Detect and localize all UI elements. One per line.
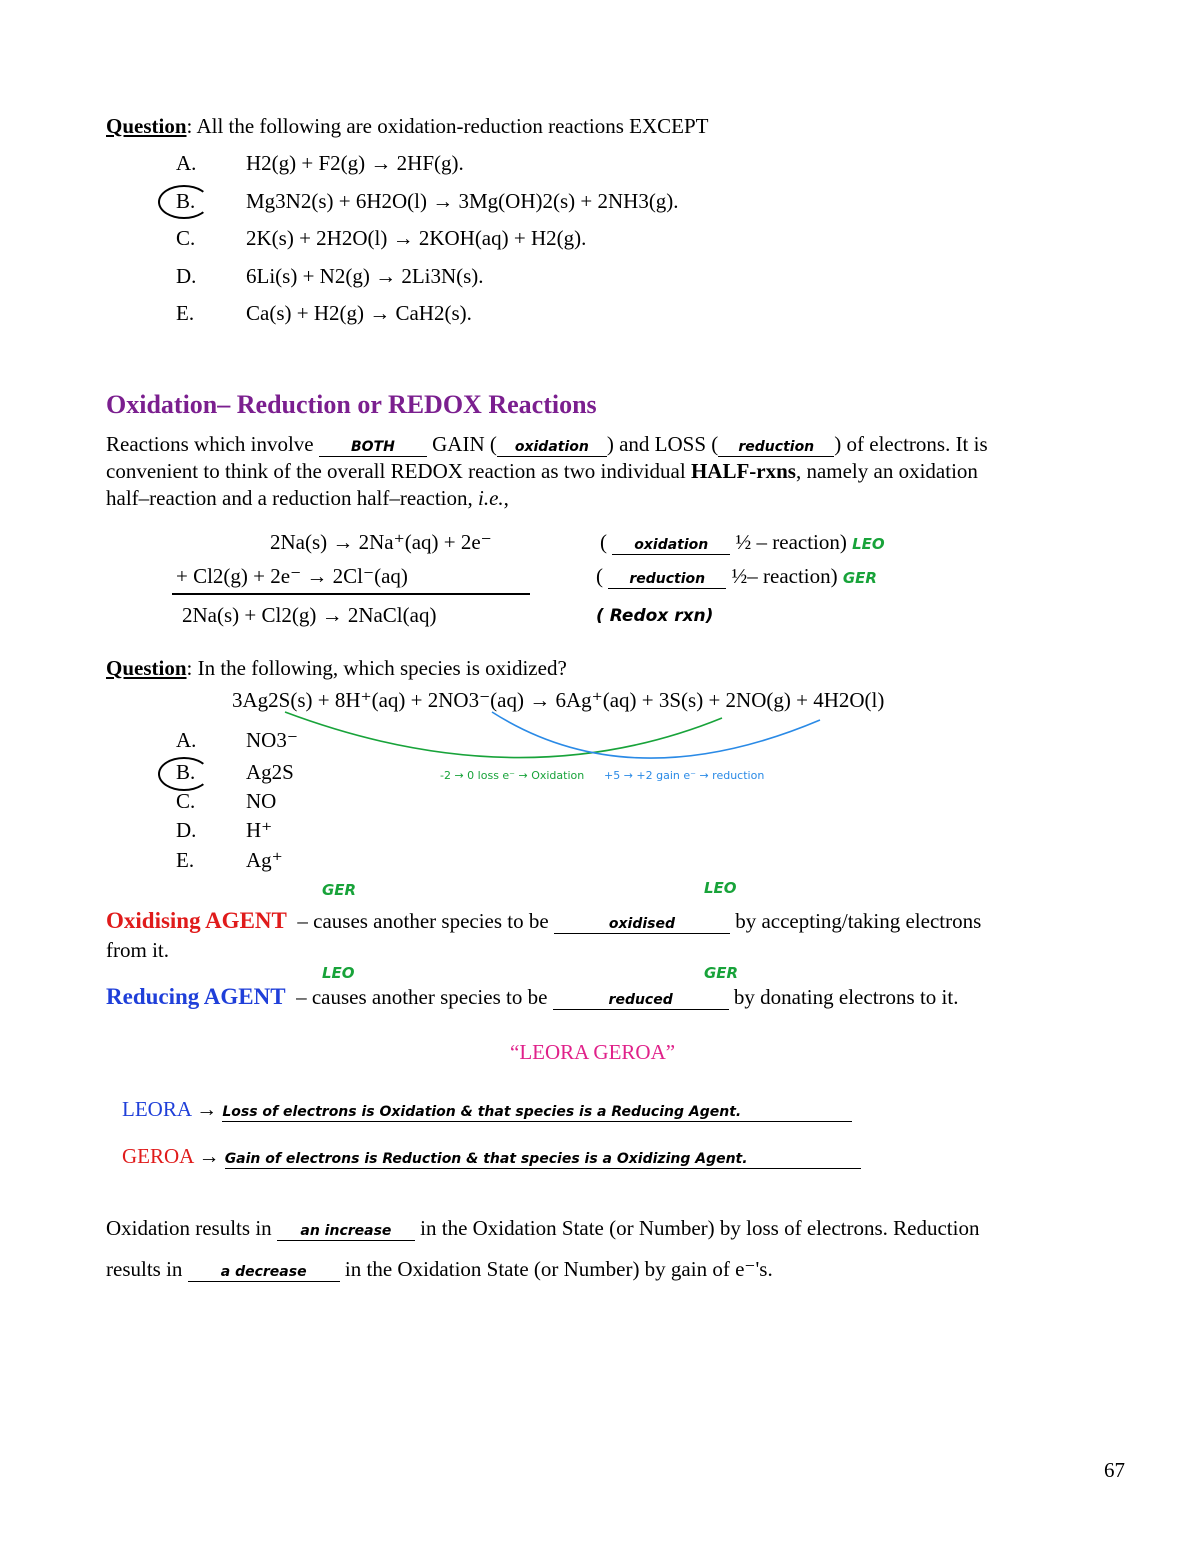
text: GAIN ( — [432, 432, 497, 456]
text: half–reaction and a reduction half–reaction, — [106, 486, 473, 510]
text: by donating electrons to it. — [733, 985, 959, 1009]
half-reaction-oxidation: 2Na(s) → 2Na⁺(aq) + 2e⁻ — [270, 530, 492, 554]
option-letter: B. — [176, 760, 196, 784]
handwritten-answer: reduction — [629, 571, 706, 587]
reduction-note: +5 → +2 gain e⁻ → reduction — [604, 769, 765, 782]
text: – causes another species to be — [297, 909, 549, 933]
half-reaction-reduction: + Cl2(g) + 2e⁻ → 2Cl⁻(aq) — [176, 564, 408, 588]
text: results in — [106, 1257, 183, 1281]
page-number: 67 — [1104, 1458, 1125, 1482]
option-letter: C. — [176, 226, 196, 250]
question-text: : All the following are oxidation-reduction reactions EXCEPT — [186, 114, 709, 138]
text: – causes another species to be — [296, 985, 548, 1009]
handwritten-answer: an increase — [300, 1223, 392, 1239]
option-letter: B. — [176, 189, 196, 213]
blank-oxidised — [554, 910, 730, 934]
option-species: Ag⁺ — [246, 848, 283, 872]
half-label-2: ( reduction ½– reaction) GER — [596, 564, 877, 588]
text: ) and LOSS ( — [606, 432, 719, 456]
text: in the Oxidation State (or Number) by loss of electrons. Reduction — [420, 1216, 980, 1240]
question-2-reaction: 3Ag2S(s) + 8H⁺(aq) + 2NO3⁻(aq) → 6Ag⁺(aq) + 3S(s) + 2NO(g) + 4H2O(l) — [232, 688, 885, 712]
option-letter: C. — [176, 789, 196, 813]
option-letter: D. — [176, 818, 197, 842]
closing-line-2 — [106, 1257, 773, 1282]
option-species: H⁺ — [246, 818, 273, 842]
leora-label: LEORA — [122, 1097, 191, 1121]
half-label-1: ( oxidation ½ – reaction) LEO — [600, 530, 885, 554]
handwritten-answer: Loss of electrons is Oxidation & that species is a Reducing Agent. — [222, 1104, 742, 1120]
option-species: Ag2S — [246, 760, 294, 784]
option-letter: A. — [176, 151, 197, 175]
oxidation-note: -2 → 0 loss e⁻ → Oxidation — [440, 769, 585, 782]
handwritten-answer: oxidation — [634, 537, 709, 553]
text: ½ – reaction) — [735, 530, 847, 554]
option-reaction: 6Li(s) + N2(g) → 2Li3N(s). — [246, 264, 484, 288]
option-reaction: Mg3N2(s) + 6H2O(l) → 3Mg(OH)2(s) + 2NH3(g). — [246, 189, 679, 213]
handwritten-answer: reduced — [608, 992, 673, 1008]
text: ½– reaction) — [731, 564, 838, 588]
option-species: NO3⁻ — [246, 728, 298, 752]
mnemonic-title: “LEORA GEROA” — [510, 1040, 676, 1064]
text: Oxidation results in — [106, 1216, 272, 1240]
italic-term: i.e. — [478, 486, 504, 510]
handwritten-tag: GER — [842, 569, 877, 587]
overall-reaction: 2Na(s) + Cl2(g) → 2NaCl(aq) — [182, 603, 437, 627]
text: by accepting/taking electrons — [735, 909, 982, 933]
handwritten-answer: reduction — [738, 439, 815, 455]
question-label: Question — [106, 114, 187, 138]
blank-increase — [277, 1217, 415, 1241]
reduction-arrow — [492, 712, 820, 758]
handwritten-answer: BOTH — [350, 439, 395, 455]
option-letter: E. — [176, 301, 195, 325]
geroa-label: GEROA — [122, 1144, 194, 1168]
text: , namely an oxidation — [795, 459, 978, 483]
blank-geroa — [225, 1145, 861, 1169]
handwritten-tag: LEO — [852, 535, 885, 553]
handwritten-answer: Gain of electrons is Reduction & that species is a Oxidizing Agent. — [224, 1151, 748, 1167]
option-species: NO — [246, 789, 277, 813]
ox-agent-tag: GER — [322, 881, 357, 899]
geroa-line: GEROA → Gain of electrons is Reduction & that species is a Oxidizing Agent. — [122, 1144, 861, 1169]
option-reaction: 2K(s) + 2H2O(l) → 2KOH(aq) + H2(g). — [246, 226, 587, 250]
answer-circle — [158, 757, 210, 791]
red-blank-tag: GER — [704, 964, 739, 982]
red-agent-tag: LEO — [322, 964, 355, 982]
text: ) of electrons. It is — [834, 432, 988, 456]
option-reaction: Ca(s) + H2(g) → CaH2(s). — [246, 301, 472, 325]
text: Reactions which involve — [106, 432, 314, 456]
text: convenient to think of the overall REDOX reaction as two individual — [106, 459, 686, 483]
blank-decrease — [188, 1258, 340, 1282]
handwritten-answer: a decrease — [220, 1264, 307, 1280]
text: in the Oxidation State (or Number) by gain of e⁻'s. — [344, 1257, 773, 1281]
question-label: Question — [106, 656, 187, 680]
question-text: : In the following, which species is oxidized? — [186, 656, 567, 680]
reducing-agent-line — [106, 984, 958, 1010]
oxidising-agent-title: Oxidising AGENT — [106, 908, 287, 933]
handwritten-answer: oxidised — [608, 916, 676, 932]
section-title: Oxidation– Reduction or REDOX Reactions — [106, 390, 597, 419]
text: , — [503, 486, 509, 510]
closing-line-1 — [106, 1216, 979, 1241]
option-letter: D. — [176, 264, 197, 288]
ox-blank-tag: LEO — [704, 879, 737, 897]
leora-line: LEORA → Loss of electrons is Oxidation & that species is a Reducing Agent. — [122, 1097, 852, 1122]
oxidising-agent-line-2: from it. — [106, 938, 169, 962]
option-reaction: H2(g) + F2(g) → 2HF(g). — [246, 151, 464, 175]
blank-leora — [222, 1098, 852, 1122]
option-letter: E. — [176, 848, 195, 872]
redox-note: ( Redox rxn) — [596, 606, 714, 626]
handwritten-answer: oxidation — [514, 439, 589, 455]
blank-reduced — [553, 986, 729, 1010]
option-letter: A. — [176, 728, 197, 752]
bold-term: HALF-rxns — [690, 459, 796, 483]
oxidising-agent-line — [106, 908, 981, 934]
reducing-agent-title: Reducing AGENT — [106, 984, 286, 1009]
